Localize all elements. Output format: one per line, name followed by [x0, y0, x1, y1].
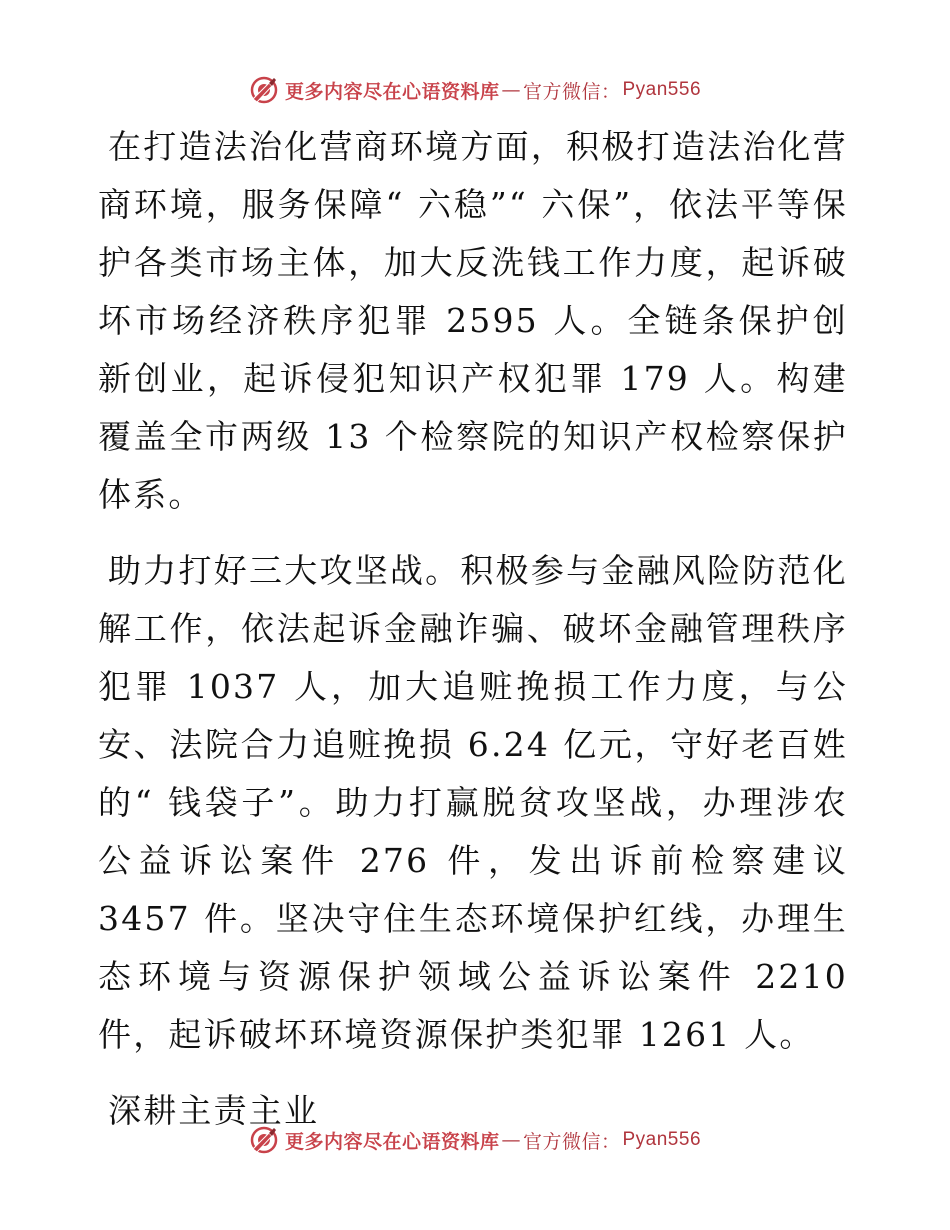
- watermark-banner-bottom: [0, 1120, 950, 1160]
- watermark-banner-top: [0, 70, 950, 110]
- watermark-brand-text: 更多内容尽在心语资料库: [284, 80, 500, 103]
- brand-logo-icon: [249, 1125, 279, 1155]
- watermark-dash: —: [501, 1129, 521, 1151]
- watermark-contact-label: 官方微信：: [522, 80, 621, 103]
- watermark-contact-id: Pyan556: [622, 79, 702, 100]
- brand-logo-icon: [249, 75, 279, 105]
- document-body: [98, 118, 848, 1158]
- section-heading: 深耕主责主业: [108, 1091, 320, 1130]
- watermark-contact-id: Pyan556: [622, 1129, 702, 1150]
- watermark-brand-text: 更多内容尽在心语资料库: [284, 1130, 500, 1153]
- watermark-dash: —: [501, 79, 521, 101]
- body-paragraph-2: 助力打好三大攻坚战。积极参与金融风险防范化解工作，依法起诉金融诈骗、破坏金融管理秩序犯罪 1037 人，加大追赃挽损工作力度，与公安、法院合力追赃挽损 6.24 亿元，守好老百姓的“ 钱袋子”。助力打赢脱贫攻坚战，办理涉农公益诉讼案件 276 件，发出诉前检察建议 3457 件。坚决守住生态环境保护红线，办理生态环境与资源保护领域公益诉讼案件 2210 件，起诉破坏环境资源保护类犯罪 1261 人。: [98, 551, 848, 1054]
- body-paragraph-1: 在打造法治化营商环境方面，积极打造法治化营商环境，服务保障“ 六稳”“ 六保”，依法平等保护各类市场主体，加大反洗钱工作力度，起诉破坏市场经济秩序犯罪 2595 人。全链条保护创新创业，起诉侵犯知识产权犯罪 179 人。构建覆盖全市两级 13 个检察院的知识产权检察保护体系。: [98, 127, 848, 514]
- watermark-contact-label: 官方微信：: [522, 1130, 621, 1153]
